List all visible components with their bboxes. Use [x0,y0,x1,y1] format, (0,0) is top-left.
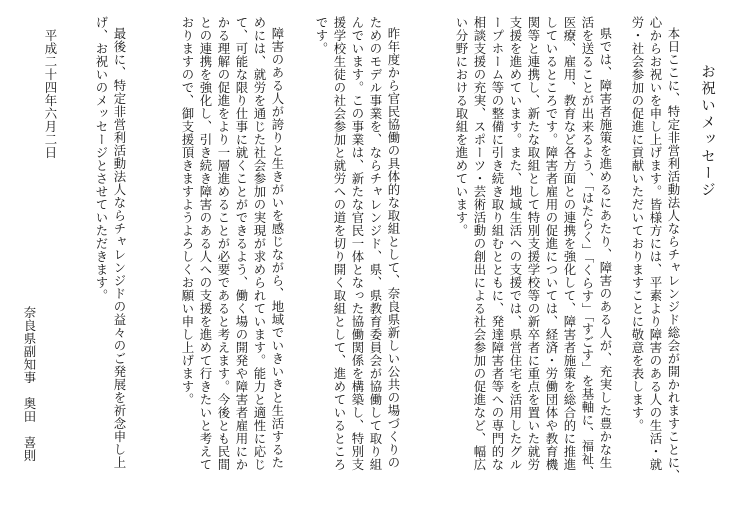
signature: 奈良県副知事 奥田 喜則 [22,306,37,462]
paragraph-4-line-3: て、可能な限り仕事に就くことができるよう、働く場の開発や障害者雇用にか [234,16,249,471]
paragraph-4-line-6: おりますので、御支援頂きますようよろしくお願い申し上げます。 [180,16,195,406]
paragraph-2-line-5: 関等と連携し、新たな取組として特別支援学校等の新卒者に重点を置いた就労 [526,16,541,471]
paragraph-4-line-5: との連携を強化し、引き続き障害のある人への支援を進めて行きたいと考えて [198,16,213,471]
paragraph-2-line-9: い分野における取組を進めています。 [454,16,469,237]
paragraph-3-line-2: ためのモデル事業を、ならチャレンジド、県、県教育委員会が協働して取り組 [368,16,383,471]
paragraph-2-line-8: 相談支援の充実、スポーツ・芸術活動の創出による社会参加の促進など、幅広 [472,16,487,471]
paragraph-3-line-5: です。 [314,16,329,55]
paragraph-1-line-1: 本日ここに、特定非営利活動法人ならチャレンジド総会が開かれますことに、 [666,27,681,482]
paragraph-4-line-2: めには、就労を通じた社会参加の実現が求められています。能力と適性に応じ [252,16,267,471]
paragraph-2-line-6: 支援を進めています。また、地域生活への支援では、県営住宅を活用したグル [508,16,523,471]
paragraph-3-line-3: んでいます。この事業は、新たな官民一体となった協働関係を構築し、特別支 [350,16,365,471]
paragraph-2-line-2: 活を送ることが出来るよう、「はたらく」「くらす」「すごす」を基軸に、福祉、 [580,16,595,479]
paragraph-5-line-2: げ、お祝いのメッセージとさせていただきます。 [94,16,109,302]
paragraph-2-line-4: しているところです。障害者雇用の促進については、経済・労働団体や教育機 [544,16,559,471]
paragraph-5-line-1: 最後に、特定非営利活動法人ならチャレンジドの益々のご発展を祈念申し上 [112,27,127,469]
paragraph-1-line-2: 心からお祝いを申し上げます。皆様方には、平素より障害のある人の生活・就 [648,16,663,471]
paragraph-1-line-3: 労・社会参加の促進に貢献いただいておりますことに敬意を表します。 [630,16,645,432]
paragraph-2-line-1: 県では、障害者施策を進めるにあたり、障害のある人が、充実した豊かな生 [598,27,613,469]
paragraph-2-line-7: ープホーム等の整備に引き続き取り組むとともに、発達障害者等への専門的な [490,16,505,471]
paragraph-2-line-3: 医療、雇用、教育など各方面との連携を強化して、障害者施策を総合的に推進 [562,16,577,471]
document-title: お祝いメッセージ [699,64,715,200]
paragraph-3-line-1: 昨年度から官民協働の具体的な取組として、奈良県新しい公共の場づくりの [386,27,401,469]
paragraph-4-line-1: 障害のある人が誇りと生きがいを感じながら、地域でいきいきと生活するた [270,27,285,469]
paragraph-3-line-4: 援学校生徒の社会参加と就労への道を切り開く取組として、進めているところ [332,16,347,471]
paragraph-4-line-4: かる理解の促進をより一層進めることが必要であると考えます。今後とも民間 [216,16,231,471]
date: 平成二十四年六月二日 [43,29,58,159]
